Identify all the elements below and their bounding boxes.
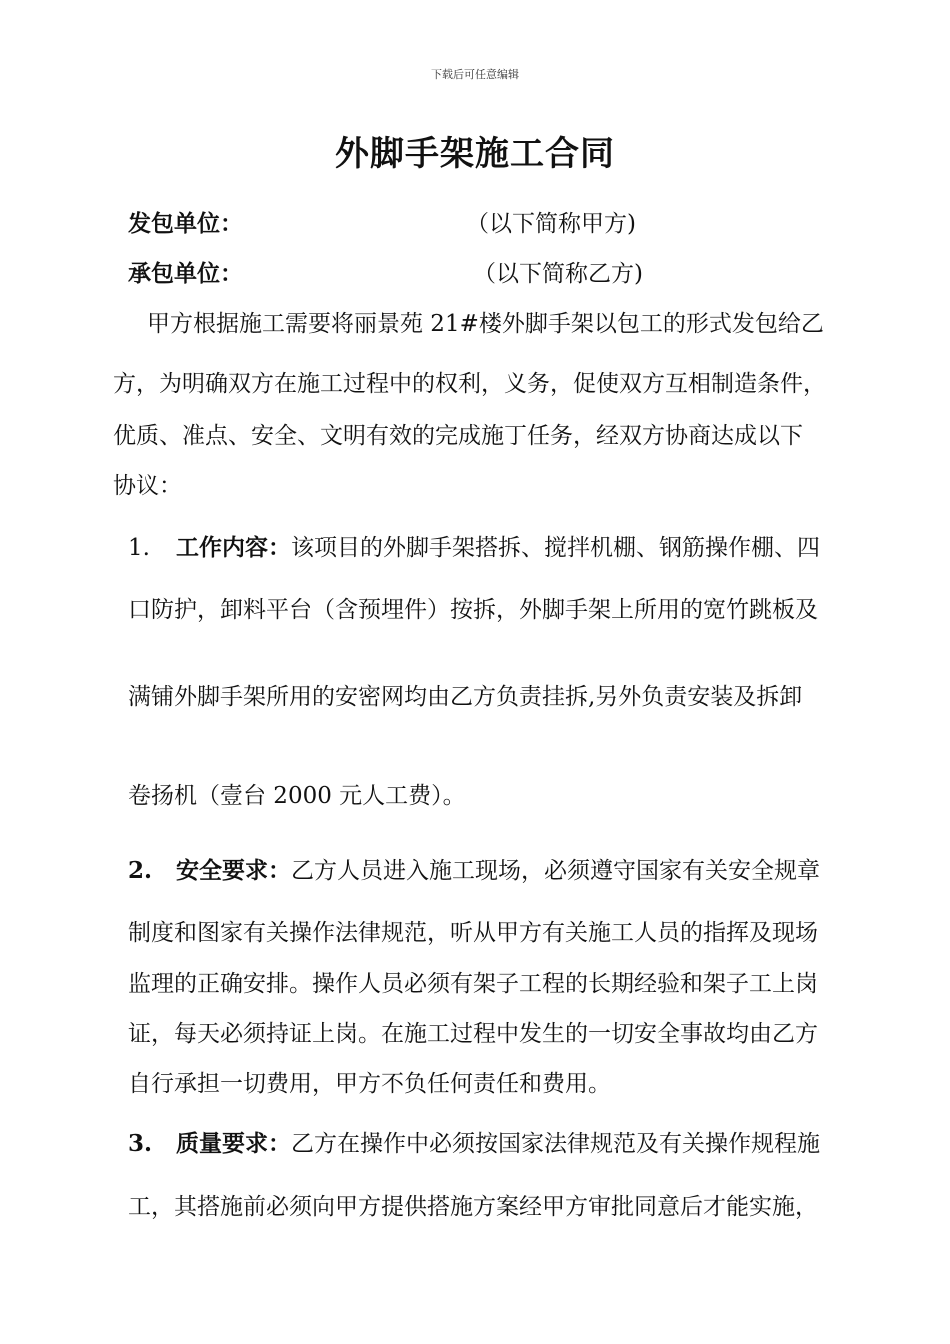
intro-line: 方，为明确双方在施工过程中的权利，义务，促使双方互相制造条件， — [113, 371, 826, 397]
clause-number: 3. — [128, 1130, 153, 1157]
clause-heading: 质量要求： — [176, 1130, 291, 1157]
clause-3-first-line — [128, 1129, 820, 1159]
intro-line: 甲方根据施工需要将丽景苑 21#楼外脚手架以包工的形式发包给乙 — [147, 311, 824, 337]
clause-line: 自行承担一切费用，甲方不负任何责任和费用。 — [128, 1071, 611, 1097]
header-note: 下载后可任意编辑 — [431, 68, 519, 81]
clause-number: 1. — [128, 535, 150, 561]
clause-text: 该项目的外脚手架搭拆、搅拌机棚、钢筋操作棚、四 — [291, 535, 820, 561]
clause-heading: 工作内容： — [176, 534, 291, 561]
contractor-note: （以下简称甲方) — [466, 211, 636, 237]
subcontractor-label: 承包单位： — [128, 260, 243, 287]
clause-text: 乙方人员进入施工现场，必须遵守国家有关安全规章 — [291, 858, 820, 884]
clause-text: 乙方在操作中必须按国家法律规范及有关操作规程施 — [291, 1131, 820, 1157]
clause-line: 证，每天必须持证上岗。在施工过程中发生的一切安全事故均由乙方 — [128, 1021, 818, 1047]
clause-2-first-line — [128, 856, 820, 886]
clause-1-first-line — [128, 533, 820, 563]
subcontractor-note: （以下简称乙方) — [473, 261, 643, 287]
document-title: 外脚手架施工合同 — [335, 134, 615, 174]
clause-heading: 安全要求： — [176, 857, 291, 884]
clause-number: 2. — [128, 857, 153, 884]
clause-line: 工，其搭施前必须向甲方提供搭施方案经甲方审批同意后才能实施， — [128, 1194, 818, 1220]
clause-line: 满铺外脚手架所用的安密网均由乙方负责挂拆,另外负责安装及拆卸 — [128, 684, 803, 710]
contractor-label: 发包单位： — [128, 210, 243, 237]
intro-line: 协议： — [113, 473, 182, 499]
clause-line: 制度和图家有关操作法律规范，听从甲方有关施工人员的指挥及现场 — [128, 920, 818, 946]
clause-line: 监理的正确安排。操作人员必须有架子工程的长期经验和架子工上岗 — [128, 971, 818, 997]
clause-line: 卷扬机（壹台 2000 元人工费）。 — [128, 783, 466, 809]
intro-line: 优质、准点、安全、文明有效的完成施丁任务，经双方协商达成以下 — [113, 423, 803, 449]
clause-line: 口防护，卸料平台（含预埋件）按拆，外脚手架上所用的宽竹跳板及 — [128, 597, 818, 623]
